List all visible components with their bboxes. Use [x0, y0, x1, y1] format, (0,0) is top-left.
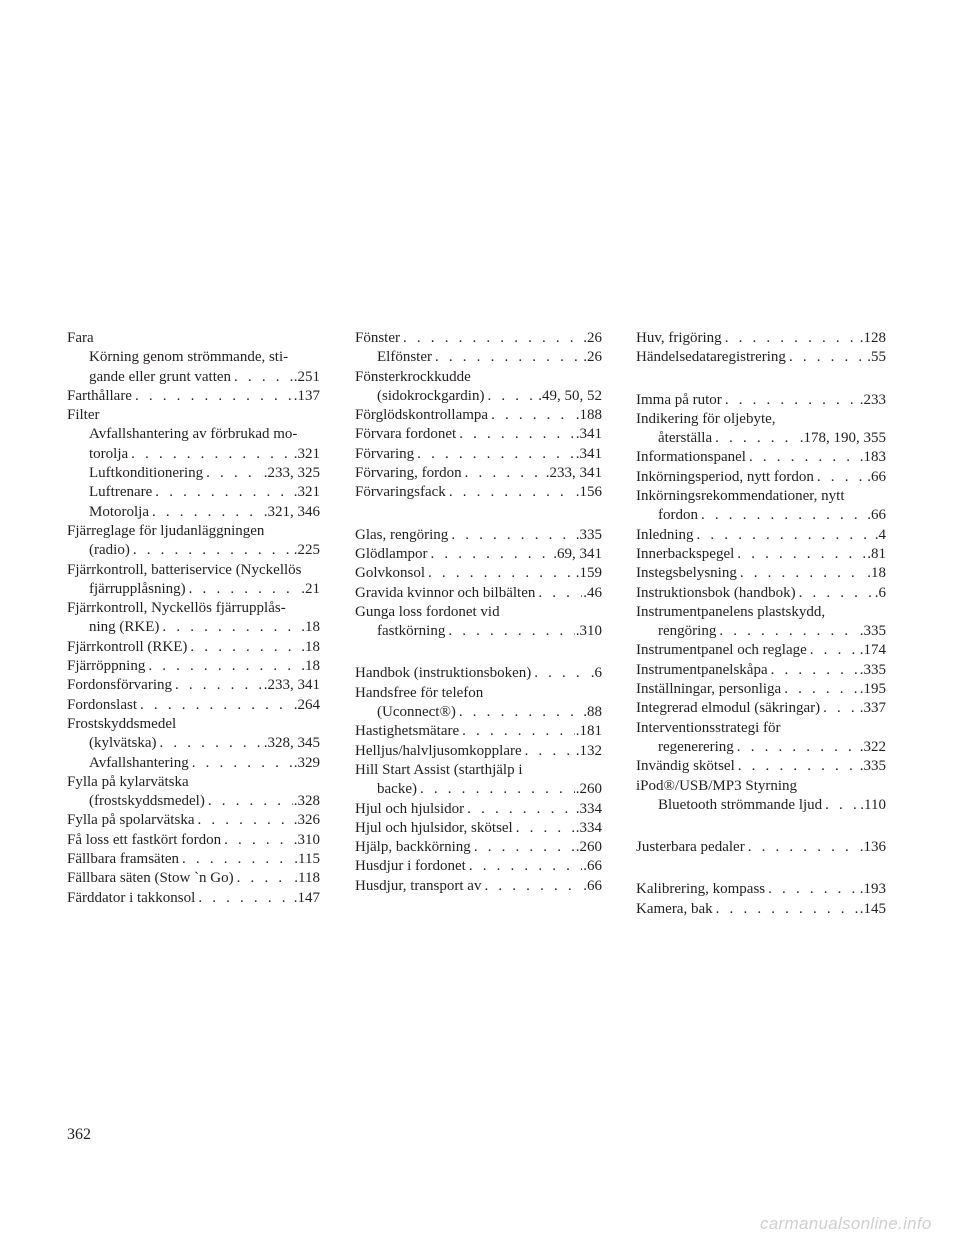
- page-reference: .88: [583, 704, 602, 721]
- entry-term: fastkörning: [377, 623, 446, 640]
- index-entry: [355, 526, 602, 545]
- page-reference: .188: [575, 407, 602, 424]
- index-entry: [636, 777, 886, 796]
- index-entry: [355, 761, 602, 800]
- entry-term: Glas, rengöring: [355, 526, 449, 543]
- page-reference: .326: [293, 812, 320, 829]
- entry-term: Fällbara framsäten: [67, 851, 180, 868]
- dot-leader: [145, 657, 300, 676]
- entry-term: Interventionsstrategi för: [636, 719, 781, 736]
- entry-term: Integrerad elmodul (säkringar): [636, 700, 821, 717]
- page-reference: .321: [293, 484, 320, 501]
- dot-leader: [796, 584, 874, 603]
- page-reference: .26: [583, 349, 602, 366]
- page-reference: .260: [575, 781, 602, 798]
- index-column-2: [355, 329, 602, 896]
- page-reference: .132: [575, 742, 602, 759]
- dot-leader: [205, 792, 293, 811]
- entry-term: Fylla på kylarvätska: [67, 773, 189, 790]
- page-reference: .4: [874, 526, 886, 543]
- page-reference: .178, 190, 355: [799, 430, 886, 447]
- page-reference: .334: [575, 819, 602, 836]
- index-entry: [355, 722, 602, 741]
- index-entry: [355, 368, 602, 407]
- index-entry: [67, 811, 320, 830]
- entry-term: Imma på rutor: [636, 391, 722, 408]
- page-reference: .110: [860, 796, 886, 813]
- index-column-3: [636, 329, 886, 919]
- page-reference: .66: [583, 858, 602, 875]
- page-reference: .193: [859, 881, 886, 898]
- page-reference: .341: [575, 445, 602, 462]
- dot-leader: [722, 391, 859, 410]
- index-entry: [636, 348, 886, 367]
- page-reference: .55: [867, 349, 886, 366]
- dot-leader: [513, 819, 575, 838]
- index-entry: [636, 584, 886, 603]
- dot-leader: [781, 680, 859, 699]
- entry-term: Fjärrkontroll (RKE): [67, 638, 188, 655]
- dot-leader: [694, 526, 874, 545]
- page-reference: .118: [294, 870, 320, 887]
- dot-leader: [814, 468, 866, 487]
- entry-term: Instrumentpanelens plastskydd,: [636, 603, 826, 620]
- page-reference: .18: [301, 619, 320, 636]
- entry-term: Invändig skötsel: [636, 758, 735, 775]
- entry-term: Husdjur, transport av: [355, 877, 482, 894]
- entry-term: Instrumentpanel och reglage: [636, 642, 807, 659]
- index-entry: [355, 857, 602, 876]
- index-subentry: [355, 348, 602, 367]
- page-reference: .128: [859, 330, 886, 346]
- entry-term: Hill Start Assist (starthjälp i: [355, 761, 523, 778]
- index-entry: [636, 564, 886, 583]
- page-reference: .66: [867, 507, 886, 524]
- entry-term: Inställningar, personliga: [636, 681, 782, 698]
- dot-leader: [186, 580, 301, 599]
- entry-term: fjärrupplåsning): [89, 580, 186, 597]
- dot-leader: [786, 348, 866, 367]
- dot-leader: [484, 387, 537, 406]
- index-entry: [636, 661, 886, 680]
- index-entry: [636, 448, 886, 467]
- index-entry: [355, 464, 602, 483]
- index-entry: [67, 850, 320, 869]
- entry-term: Farthållare: [67, 387, 132, 404]
- dot-leader: [712, 429, 799, 448]
- index-entry: [636, 545, 886, 564]
- entry-term: Körning genom strömmande, sti-: [89, 349, 289, 366]
- dot-leader: [698, 506, 866, 525]
- page-reference: .69, 341: [553, 545, 602, 562]
- entry-term: Fjärrkontroll, Nyckellös fjärrupplås-: [67, 600, 286, 617]
- index-subentry: [636, 796, 886, 815]
- page-reference: .66: [583, 877, 602, 894]
- entry-term: Frostskyddsmedel: [67, 715, 177, 732]
- page-reference: .46: [583, 584, 602, 601]
- dot-leader: [456, 703, 582, 722]
- index-entry: [355, 684, 602, 723]
- dot-leader: [128, 445, 293, 464]
- dot-leader: [820, 699, 859, 718]
- page-reference: .341: [575, 426, 602, 443]
- index-entry: [636, 900, 886, 919]
- dot-leader: [531, 664, 590, 683]
- dot-leader: [522, 742, 575, 761]
- dot-leader: [713, 900, 859, 919]
- index-subentry: [67, 348, 320, 387]
- index-entry: [636, 329, 886, 348]
- page-reference: .335: [575, 526, 602, 543]
- entry-term: Bluetooth strömmande ljud: [658, 796, 823, 813]
- dot-leader: [716, 622, 858, 641]
- page-reference: .145: [859, 900, 886, 917]
- dot-leader: [535, 584, 582, 603]
- dot-leader: [400, 329, 582, 348]
- dot-leader: [734, 738, 859, 757]
- entry-term: iPod®/USB/MP3 Styrning: [636, 777, 798, 794]
- dot-leader: [464, 800, 575, 819]
- index-entry: [67, 889, 320, 908]
- page-reference: .260: [575, 839, 602, 856]
- dot-leader: [471, 838, 575, 857]
- entry-term: Husdjur i fordonet: [355, 858, 466, 875]
- page-reference: .21: [301, 580, 320, 597]
- entry-term: Avfallshantering: [89, 754, 189, 771]
- entry-term: Händelsedataregistrering: [636, 349, 786, 366]
- dot-leader: [156, 734, 262, 753]
- dot-leader: [152, 483, 292, 502]
- index-entry: [67, 696, 320, 715]
- dot-leader: [187, 638, 300, 657]
- dot-leader: [414, 445, 575, 464]
- index-entry: [355, 800, 602, 819]
- page-reference: .233: [859, 391, 886, 408]
- entry-term: gande eller grunt vatten: [89, 368, 232, 385]
- dot-leader: [179, 850, 293, 869]
- index-entry: [636, 603, 886, 642]
- index-subentry: [67, 464, 320, 483]
- index-entry: [67, 599, 320, 638]
- entry-term: Fjärreglage för ljudanläggningen: [67, 522, 265, 539]
- page-reference: .251: [293, 368, 320, 385]
- entry-term: (radio): [89, 542, 130, 559]
- index-subentry: [67, 425, 320, 464]
- entry-term: (frostskyddsmedel): [89, 793, 205, 810]
- entry-term: Gravida kvinnor och bilbälten: [355, 584, 536, 601]
- page-reference: .233, 341: [263, 677, 320, 694]
- entry-term: Inkörningsperiod, nytt fordon: [636, 468, 814, 485]
- entry-term: Elfönster: [377, 349, 432, 366]
- page-reference: .183: [859, 449, 886, 466]
- index-entry: [67, 522, 320, 561]
- page-reference: .335: [859, 623, 886, 640]
- index-subentry: [67, 754, 320, 773]
- entry-term: Handsfree för telefon: [355, 684, 484, 701]
- entry-term: Färddator i takkonsol: [67, 889, 196, 906]
- entry-term: Innerbackspegel: [636, 545, 735, 562]
- page-reference: .328, 345: [263, 735, 320, 752]
- index-entry: [355, 483, 602, 502]
- entry-term: Fjärröppning: [67, 658, 146, 675]
- page-reference: .335: [859, 758, 886, 775]
- dot-leader: [448, 526, 574, 545]
- index-gap: [636, 368, 886, 391]
- dot-leader: [456, 425, 575, 444]
- entry-term: fordon: [658, 507, 698, 524]
- entry-term: Förvara fordonet: [355, 426, 457, 443]
- entry-term: Fönster: [355, 330, 400, 346]
- entry-term: Justerbara pedaler: [636, 839, 745, 856]
- index-entry: [355, 445, 602, 464]
- entry-term: Informationspanel: [636, 449, 746, 466]
- index-entry: [636, 699, 886, 718]
- page-reference: .18: [301, 658, 320, 675]
- page-reference: .136: [859, 839, 886, 856]
- index-entry: [636, 391, 886, 410]
- dot-leader: [137, 696, 293, 715]
- index-entry: [636, 880, 886, 899]
- dot-leader: [189, 754, 293, 773]
- dot-leader: [807, 641, 859, 660]
- page-reference: .18: [301, 638, 320, 655]
- entry-term: Gunga loss fordonet vid: [355, 603, 500, 620]
- entry-term: (Uconnect®): [377, 704, 456, 721]
- index-entry: [67, 831, 320, 850]
- entry-term: Förvaring, fordon: [355, 465, 462, 482]
- index-entry: [355, 329, 602, 348]
- dot-leader: [768, 661, 859, 680]
- dot-leader: [445, 622, 574, 641]
- index-entry: [67, 657, 320, 676]
- entry-term: Fönsterkrockkudde: [355, 368, 471, 385]
- entry-term: Luftkonditionering: [89, 465, 204, 482]
- page-reference: .147: [293, 889, 320, 906]
- entry-term: Inkörningsrekommendationer, nytt: [636, 488, 845, 505]
- entry-term: Fylla på spolarvätska: [67, 812, 195, 829]
- entry-term: ning (RKE): [89, 619, 160, 636]
- dot-leader: [488, 406, 575, 425]
- page-reference: .174: [859, 642, 886, 659]
- entry-term: Kamera, bak: [636, 900, 713, 917]
- entry-term: regenerering: [658, 738, 734, 755]
- page-reference: .233, 341: [545, 465, 602, 482]
- index-entry: [636, 487, 886, 526]
- entry-term: backe): [377, 781, 417, 798]
- page-reference: .26: [583, 330, 602, 346]
- index-entry: [67, 676, 320, 695]
- entry-term: torolja: [89, 445, 129, 462]
- entry-term: Filter: [67, 407, 100, 424]
- page-reference: .115: [294, 851, 320, 868]
- index-entry: [355, 425, 602, 444]
- index-entry: [67, 561, 320, 600]
- dot-leader: [765, 880, 859, 899]
- dot-leader: [172, 676, 263, 695]
- dot-leader: [203, 464, 263, 483]
- entry-term: Fordonslast: [67, 696, 138, 713]
- index-subentry: [67, 483, 320, 502]
- dot-leader: [234, 869, 294, 888]
- dot-leader: [425, 564, 575, 583]
- dot-leader: [822, 796, 859, 815]
- page-reference: .335: [859, 661, 886, 678]
- dot-leader: [428, 545, 553, 564]
- index-entry: [355, 838, 602, 857]
- dot-leader: [459, 722, 575, 741]
- dot-leader: [737, 564, 866, 583]
- entry-term: Hastighetsmätare: [355, 723, 460, 740]
- page-reference: .181: [575, 723, 602, 740]
- page-reference: .137: [293, 387, 320, 404]
- page-reference: .49, 50, 52: [538, 387, 602, 404]
- page-reference: .81: [867, 545, 886, 562]
- page-reference: .321, 346: [263, 503, 320, 520]
- page-reference: .310: [575, 623, 602, 640]
- page-number: 362: [67, 1126, 91, 1143]
- index-entry: [67, 406, 320, 425]
- page-reference: .334: [575, 800, 602, 817]
- dot-leader: [195, 889, 292, 908]
- index-entry: [355, 603, 602, 642]
- index-entry: [355, 877, 602, 896]
- entry-term: Förvaring: [355, 445, 415, 462]
- entry-term: Hjälp, backkörning: [355, 839, 471, 856]
- entry-term: Avfallshantering av förbrukad mo-: [89, 426, 298, 443]
- entry-term: Instegsbelysning: [636, 565, 737, 582]
- entry-term: Hjul och hjulsidor: [355, 800, 465, 817]
- page-reference: .310: [293, 831, 320, 848]
- index-column-1: [67, 329, 320, 908]
- dot-leader: [194, 811, 292, 830]
- dot-leader: [745, 838, 859, 857]
- entry-term: Få loss ett fastkört fordon: [67, 831, 222, 848]
- dot-leader: [417, 780, 575, 799]
- dot-leader: [746, 448, 859, 467]
- entry-term: (sidokrockgardin): [377, 387, 485, 404]
- page-reference: .195: [859, 681, 886, 698]
- index-entry: [636, 757, 886, 776]
- index-entry: [355, 564, 602, 583]
- dot-leader: [159, 618, 300, 637]
- entry-term: Golvkonsol: [355, 565, 426, 582]
- page-reference: .6: [874, 584, 886, 601]
- page-reference: .66: [867, 468, 886, 485]
- entry-term: Helljus/halvljusomkopplare: [355, 742, 522, 759]
- index-entry: [67, 869, 320, 888]
- dot-leader: [734, 545, 866, 564]
- entry-term: Instruktionsbok (handbok): [636, 584, 796, 601]
- entry-term: Fordonsförvaring: [67, 677, 172, 694]
- index-entry: [67, 329, 320, 348]
- page-reference: .18: [867, 565, 886, 582]
- page-reference: .322: [859, 738, 886, 755]
- page-reference: .159: [575, 565, 602, 582]
- index-entry: [67, 773, 320, 812]
- entry-term: Hjul och hjulsidor, skötsel: [355, 819, 513, 836]
- page-reference: .156: [575, 484, 602, 501]
- page-reference: .6: [590, 665, 602, 682]
- index-gap: [636, 815, 886, 838]
- dot-leader: [130, 541, 293, 560]
- entry-term: Förglödskontrollampa: [355, 407, 489, 424]
- entry-term: Förvaringsfack: [355, 484, 446, 501]
- index-entry: [355, 742, 602, 761]
- page-reference: .328: [293, 793, 320, 810]
- index-entry: [355, 664, 602, 683]
- page-reference: .337: [859, 700, 886, 717]
- entry-term: Huv, frigöring: [636, 330, 722, 346]
- index-entry: [67, 715, 320, 734]
- index-entry: [355, 406, 602, 425]
- dot-leader: [735, 757, 859, 776]
- entry-term: rengöring: [658, 623, 717, 640]
- index-entry: [636, 838, 886, 857]
- index-entry: [355, 584, 602, 603]
- entry-term: Handbok (instruktionsboken): [355, 665, 532, 682]
- index-entry: [355, 545, 602, 564]
- page-reference: .233, 325: [263, 465, 320, 482]
- entry-term: Instrumentpanelskåpa: [636, 661, 768, 678]
- index-entry: [67, 387, 320, 406]
- index-entry: [636, 641, 886, 660]
- entry-term: återställa: [658, 430, 713, 447]
- index-gap: [636, 857, 886, 880]
- index-gap: [355, 641, 602, 664]
- dot-leader: [722, 329, 859, 348]
- index-entry: [636, 719, 886, 758]
- index-entry: [355, 819, 602, 838]
- entry-term: Glödlampor: [355, 545, 428, 562]
- dot-leader: [221, 831, 293, 850]
- dot-leader: [149, 503, 263, 522]
- page-reference: .321: [293, 445, 320, 462]
- entry-term: Motorolja: [89, 503, 149, 520]
- watermark: carmanualsonline.info: [760, 1214, 932, 1233]
- dot-leader: [481, 877, 582, 896]
- entry-term: Fara: [67, 330, 94, 346]
- index-entry: [636, 468, 886, 487]
- dot-leader: [231, 368, 293, 387]
- entry-term: Indikering för oljebyte,: [636, 410, 776, 427]
- page-reference: .329: [293, 754, 320, 771]
- index-entry: [636, 680, 886, 699]
- entry-term: Inledning: [636, 526, 694, 543]
- entry-term: Fjärrkontroll, batteriservice (Nyckellös: [67, 561, 302, 578]
- index-subentry: [67, 503, 320, 522]
- dot-leader: [132, 387, 293, 406]
- dot-leader: [466, 857, 582, 876]
- index-entry: [67, 734, 320, 753]
- page-reference: .264: [293, 696, 320, 713]
- dot-leader: [446, 483, 575, 502]
- entry-term: (kylvätska): [89, 735, 157, 752]
- entry-term: Luftrenare: [89, 484, 153, 501]
- entry-term: Fällbara säten (Stow `n Go): [67, 870, 234, 887]
- index-entry: [67, 638, 320, 657]
- index-entry: [636, 526, 886, 545]
- dot-leader: [432, 348, 582, 367]
- entry-term: Kalibrering, kompass: [636, 881, 766, 898]
- dot-leader: [462, 464, 545, 483]
- index-gap: [355, 503, 602, 526]
- page-reference: .225: [293, 542, 320, 559]
- index-entry: [636, 410, 886, 449]
